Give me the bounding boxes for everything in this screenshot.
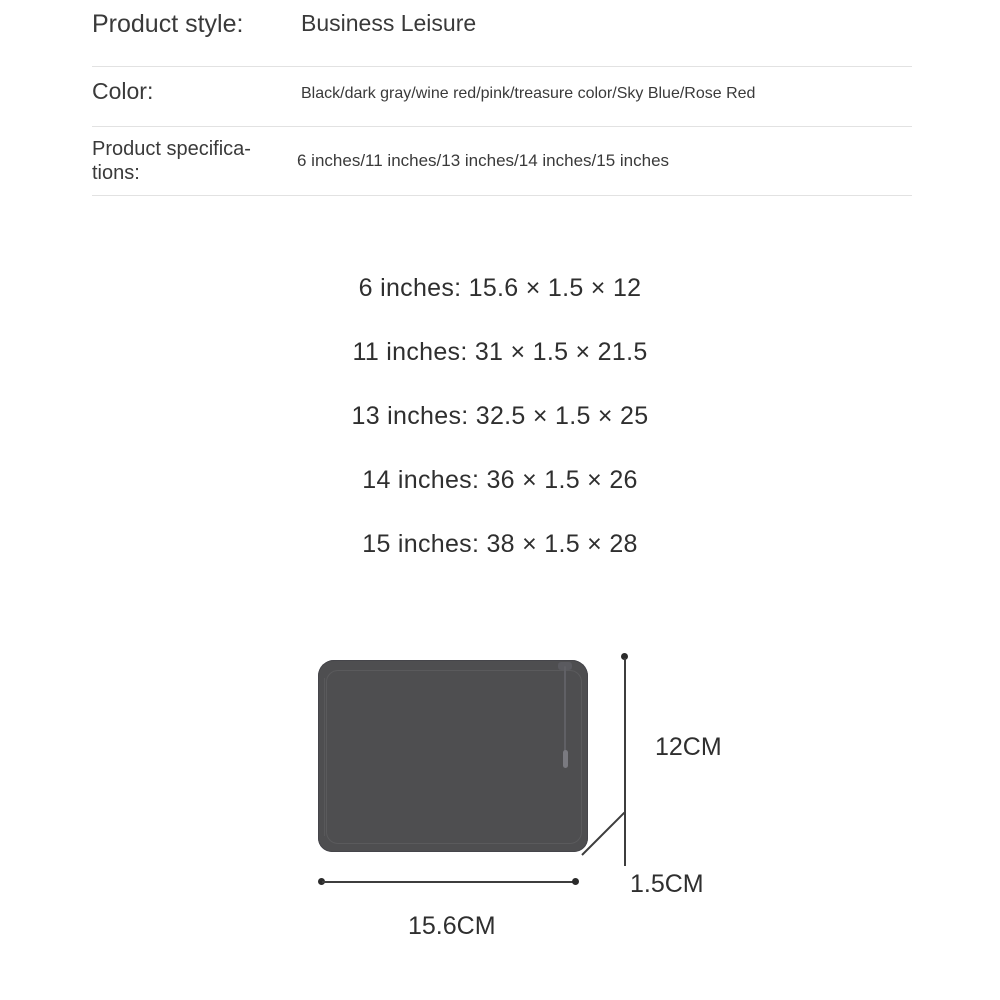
list-item: 13 inches: 32.5 × 1.5 × 25: [351, 402, 649, 430]
spec-value-color: Black/dark gray/wine red/pink/treasure color/Sky Blue/Rose Red: [301, 85, 756, 102]
spec-label-product-specifications: Product specifica-tions:: [92, 138, 251, 184]
spec-label-color: Color:: [92, 78, 154, 104]
table-row: [92, 4, 912, 67]
zipper-pull-icon: [563, 750, 568, 768]
zipper-track: [564, 666, 566, 758]
list-item: 11 inches: 31 × 1.5 × 21.5: [352, 338, 648, 366]
height-dimension-label: 12CM: [655, 733, 722, 761]
sleeve-fold-line: [324, 678, 325, 836]
width-dimension-label: 15.6CM: [408, 912, 496, 940]
product-spec-table: [92, 4, 912, 196]
depth-dimension-label: 1.5CM: [630, 870, 704, 898]
width-dimension-line: [322, 881, 578, 883]
list-item: 6 inches: 15.6 × 1.5 × 12: [358, 274, 642, 302]
dimension-endpoint-dot: [572, 878, 579, 885]
list-item: 15 inches: 38 × 1.5 × 28: [362, 530, 638, 558]
height-dimension-line: [624, 658, 626, 866]
product-dimension-diagram: [300, 640, 760, 960]
size-list: [0, 256, 1000, 576]
spec-value-product-specifications: 6 inches/11 inches/13 inches/14 inches/15 inches: [297, 151, 670, 170]
spec-value-product-style: Business Leisure: [301, 10, 477, 36]
list-item: 14 inches: 36 × 1.5 × 26: [362, 466, 638, 494]
sleeve-seam: [326, 670, 582, 844]
spec-label-product-style: Product style:: [92, 10, 244, 38]
table-row: [92, 127, 912, 196]
laptop-sleeve-illustration: [318, 660, 588, 852]
table-row: [92, 67, 912, 127]
